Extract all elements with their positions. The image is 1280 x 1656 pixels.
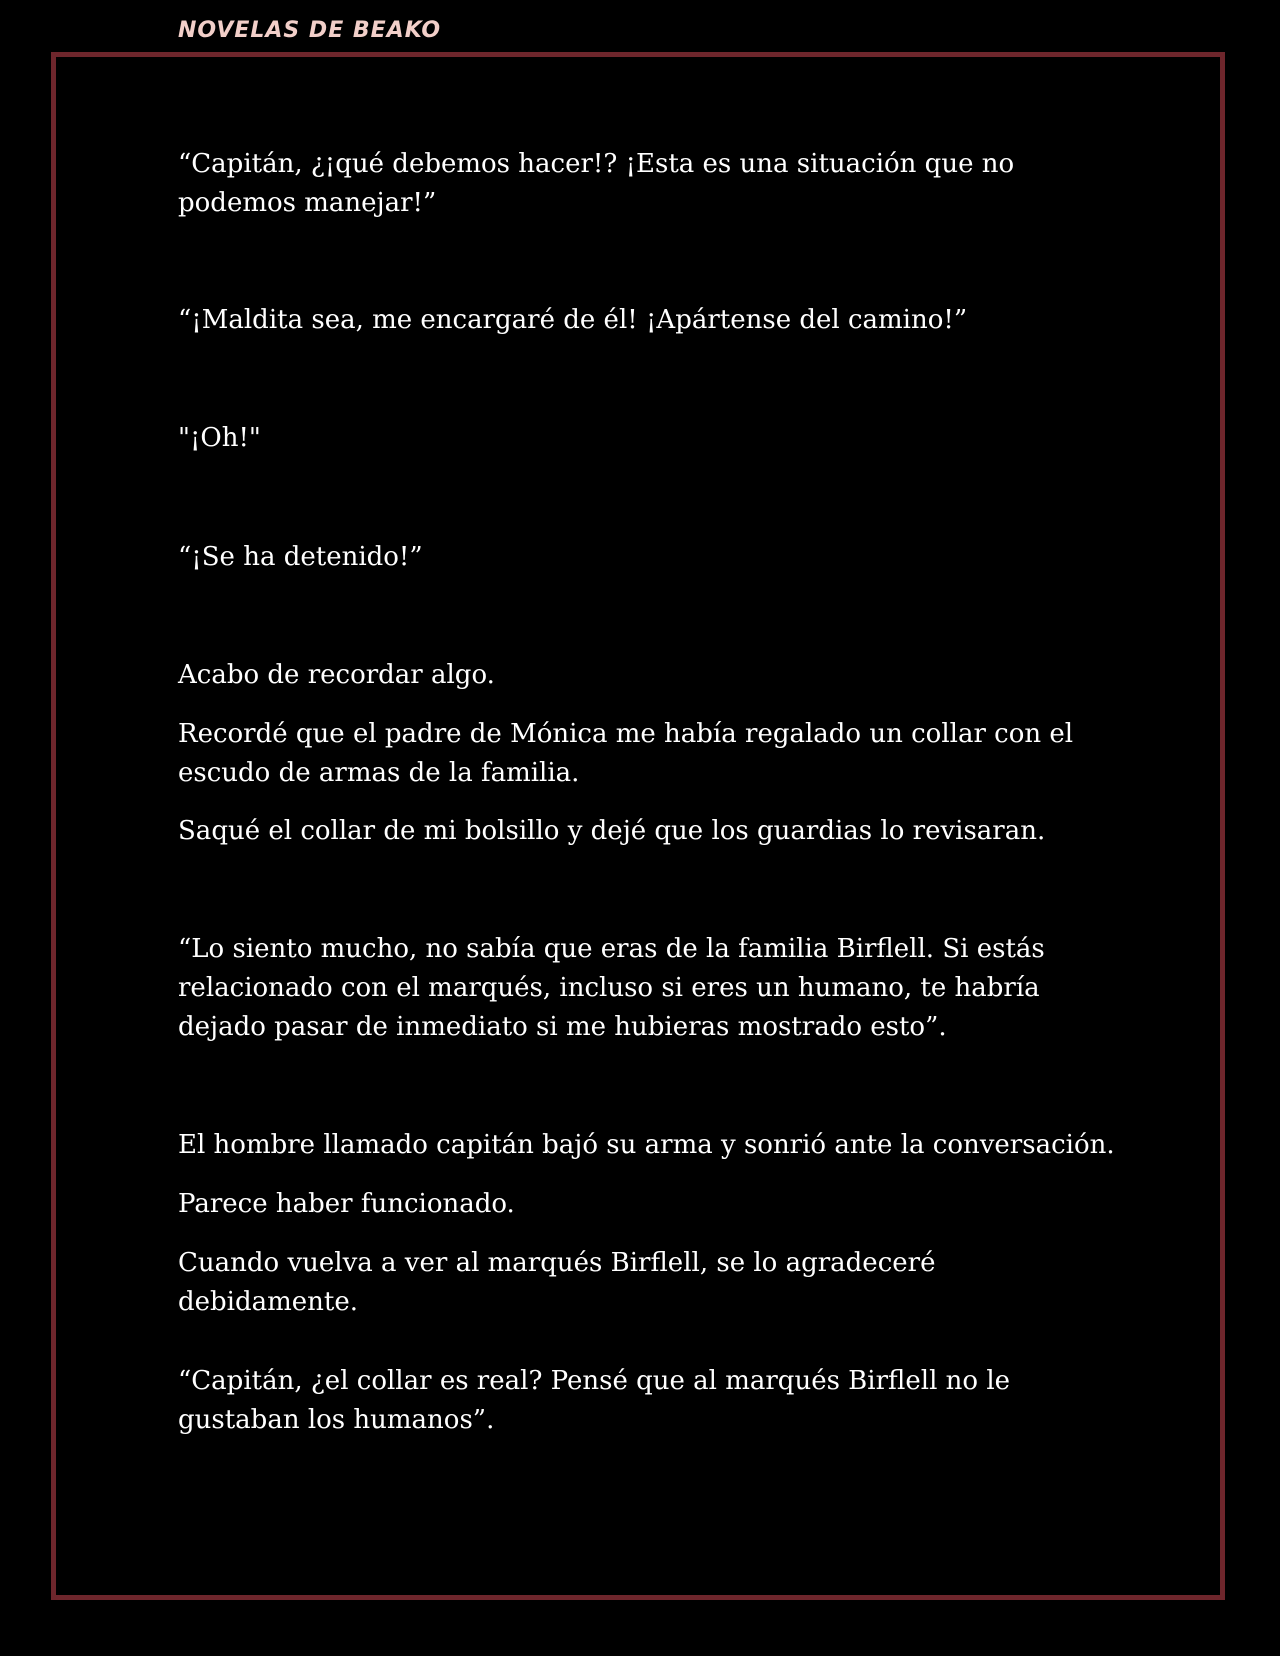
site-brand: NOVELAS DE BEAKO bbox=[178, 18, 442, 43]
paragraph-2: “¡Maldita sea, me encargaré de él! ¡Apártense del camino!” bbox=[178, 305, 968, 335]
paragraph-9: El hombre llamado capitán bajó su arma y sonrió ante la conversación. bbox=[178, 1130, 1115, 1160]
paragraph-10: Parece haber funcionado. bbox=[178, 1189, 515, 1219]
paragraph-4: “¡Se ha detenido!” bbox=[178, 542, 423, 572]
paragraph-5: Acabo de recordar algo. bbox=[178, 660, 495, 690]
paragraph-8: “Lo siento mucho, no sabía que eras de la familia Birflell. Si estás relacionado con el marqués, incluso si eres un humano, te habría dejado pasar de inmediato si me hubieras mostrado esto”. bbox=[178, 934, 1045, 1042]
paragraph-3: "¡Oh!" bbox=[178, 423, 261, 453]
paragraph-7: Saqué el collar de mi bolsillo y dejé que los guardias lo revisaran. bbox=[178, 816, 1046, 846]
paragraph-6: Recordé que el padre de Mónica me había regalado un collar con el escudo de armas de la familia. bbox=[178, 719, 1074, 788]
paragraph-12: “Capitán, ¿el collar es real? Pensé que al marqués Birflell no le gustaban los humanos”. bbox=[178, 1366, 1011, 1435]
paragraph-1: “Capitán, ¿¡qué debemos hacer!? ¡Esta es una situación que no podemos manejar!” bbox=[178, 149, 1015, 218]
paragraph-11: Cuando vuelva a ver al marqués Birflell, se lo agradeceré debidamente. bbox=[178, 1248, 936, 1317]
